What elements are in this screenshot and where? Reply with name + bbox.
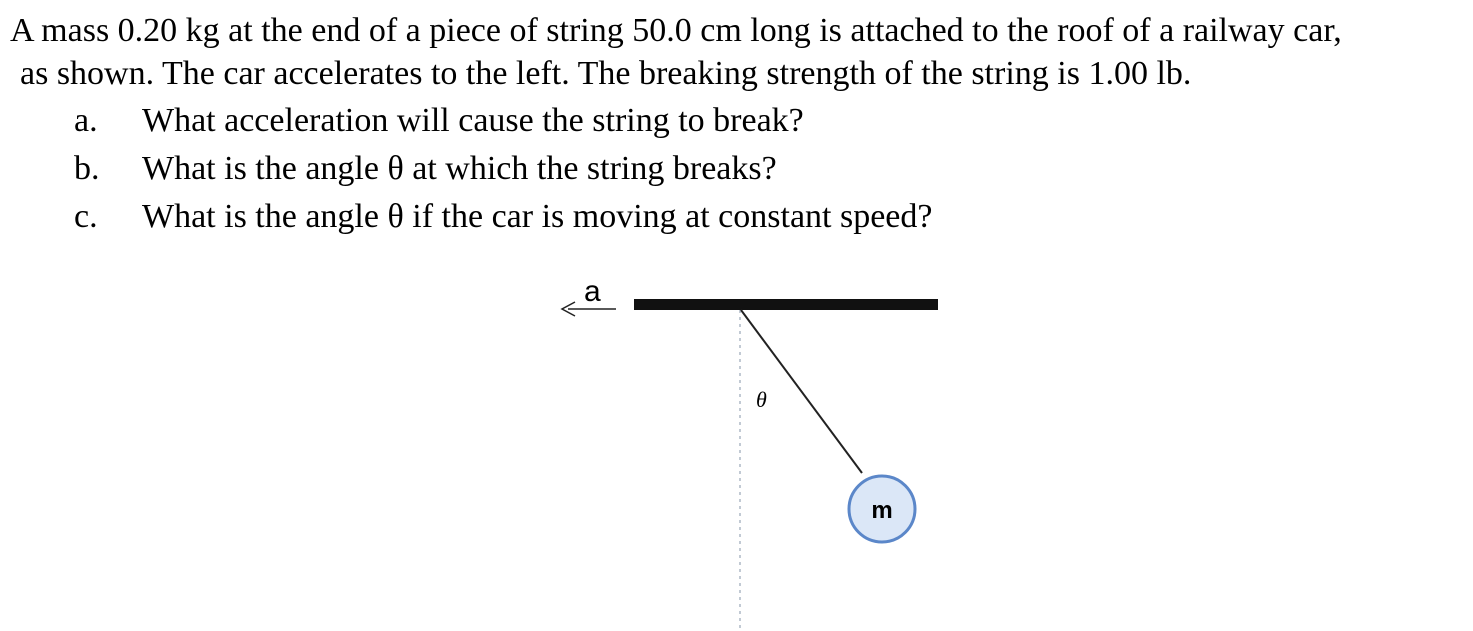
question-c-text: What is the angle θ if the car is moving at constant speed? — [142, 198, 933, 235]
question-b-text: What is the angle θ at which the string breaks? — [142, 150, 777, 187]
mass-label: m — [871, 497, 893, 524]
problem-intro-line-2: as shown. The car accelerates to the left. The breaking strength of the string is 1.00 lb. — [20, 55, 1192, 92]
acceleration-arrow — [562, 275, 616, 316]
problem-intro-line-1: A mass 0.20 kg at the end of a piece of string 50.0 cm long is attached to the roof of a railway car, — [10, 12, 1342, 49]
angle-theta-label: θ — [756, 387, 767, 412]
question-c-marker: c. — [74, 198, 98, 235]
question-a-marker: a. — [74, 102, 98, 139]
acceleration-label: a — [584, 275, 601, 308]
question-a-text: What acceleration will cause the string to break? — [142, 102, 804, 139]
railway-car-roof — [634, 299, 938, 310]
question-b-marker: b. — [74, 150, 100, 187]
